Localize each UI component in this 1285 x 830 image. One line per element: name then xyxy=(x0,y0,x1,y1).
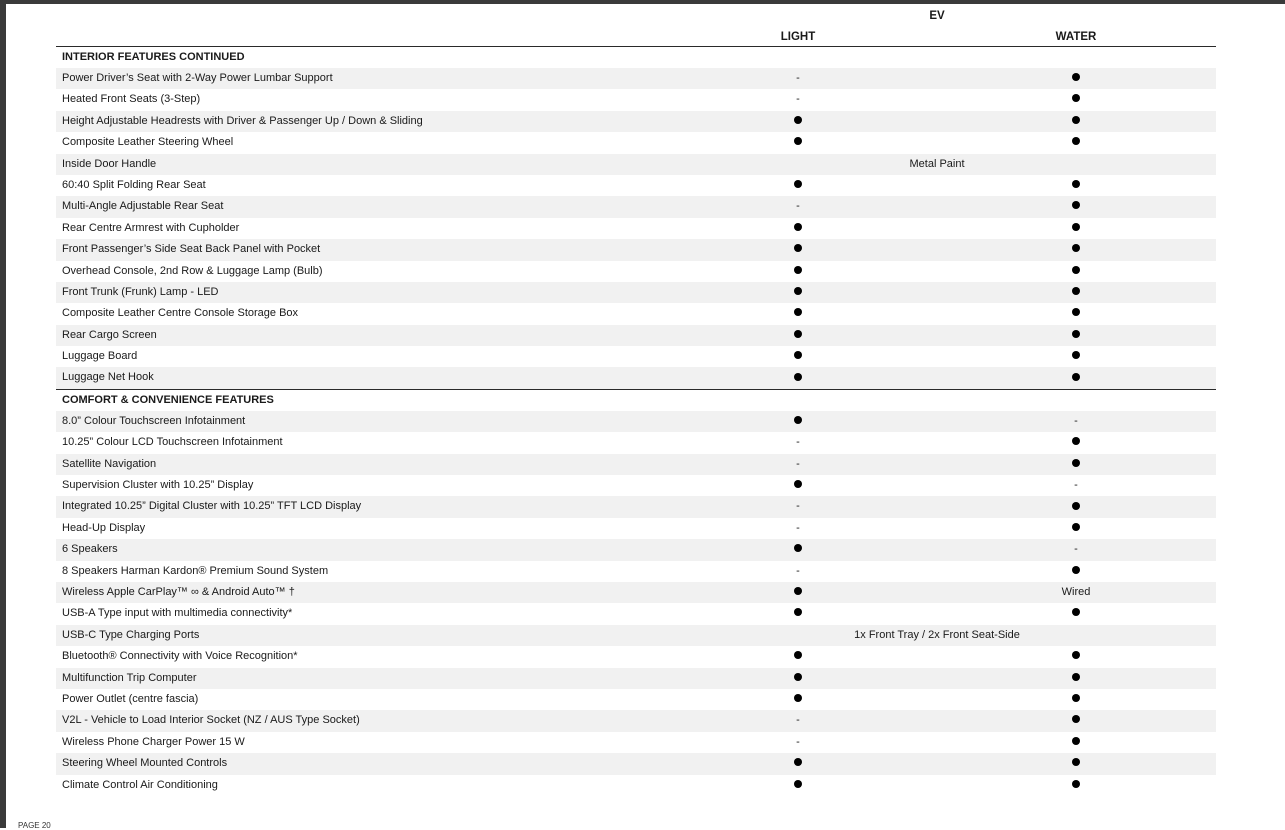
included-dot-icon xyxy=(794,330,802,338)
feature-label: Head-Up Display xyxy=(62,521,146,534)
feature-label: Rear Cargo Screen xyxy=(62,328,157,341)
light-value-cell xyxy=(738,650,858,662)
water-value-cell xyxy=(1016,350,1136,362)
not-available-dash: - xyxy=(796,714,800,727)
section-header xyxy=(56,47,1216,68)
water-value-cell xyxy=(1016,222,1136,234)
water-value-cell xyxy=(1016,329,1136,341)
not-available-dash: - xyxy=(796,93,800,106)
included-dot-icon xyxy=(1072,502,1080,510)
included-dot-icon xyxy=(1072,223,1080,231)
section-title: INTERIOR FEATURES CONTINUED xyxy=(62,51,245,63)
included-dot-icon xyxy=(794,373,802,381)
included-dot-icon xyxy=(794,116,802,124)
not-available-dash: - xyxy=(796,436,800,449)
table-header xyxy=(56,0,1216,47)
table-row xyxy=(56,218,1216,239)
table-row xyxy=(56,68,1216,89)
feature-label: Climate Control Air Conditioning xyxy=(62,778,218,791)
light-value-cell xyxy=(738,714,858,726)
light-value-cell xyxy=(738,72,858,84)
feature-label: 8.0” Colour Touchscreen Infotainment xyxy=(62,414,246,427)
viewer-left-border xyxy=(0,0,6,828)
water-value-cell xyxy=(1016,286,1136,298)
water-value-cell xyxy=(1016,93,1136,105)
feature-label: Integrated 10.25” Digital Cluster with 10.25” TFT LCD Display xyxy=(62,500,362,513)
table-body xyxy=(56,47,1216,796)
included-dot-icon xyxy=(1072,694,1080,702)
included-dot-icon xyxy=(1072,180,1080,188)
cell-text: Wired xyxy=(1061,585,1091,598)
table-row xyxy=(56,475,1216,496)
not-available-dash: - xyxy=(796,72,800,84)
included-dot-icon xyxy=(1072,651,1080,659)
light-value-cell xyxy=(738,243,858,255)
water-value-cell xyxy=(1016,736,1136,748)
included-dot-icon xyxy=(794,223,802,231)
table-row xyxy=(56,625,1216,646)
not-available-dash: - xyxy=(796,200,800,213)
feature-label: USB-A Type input with multimedia connectivity* xyxy=(62,607,293,620)
light-value-cell xyxy=(738,307,858,319)
not-available-dash: - xyxy=(796,457,800,470)
ev-group-label: EV xyxy=(929,10,945,22)
included-dot-icon xyxy=(794,137,802,145)
spanning-value-cell xyxy=(798,629,1076,641)
included-dot-icon xyxy=(1072,137,1080,145)
table-row xyxy=(56,518,1216,539)
included-dot-icon xyxy=(794,266,802,274)
water-value-cell xyxy=(1016,607,1136,619)
included-dot-icon xyxy=(794,544,802,552)
light-value-cell xyxy=(738,179,858,191)
table-row xyxy=(56,303,1216,324)
table-row xyxy=(56,710,1216,731)
table-row xyxy=(56,367,1216,388)
feature-label: Heated Front Seats (3-Step) xyxy=(62,93,201,106)
included-dot-icon xyxy=(794,416,802,424)
light-value-cell xyxy=(738,458,858,470)
light-value-cell xyxy=(738,436,858,448)
feature-label: Composite Leather Steering Wheel xyxy=(62,136,234,149)
water-value-cell xyxy=(1016,586,1136,598)
included-dot-icon xyxy=(1072,244,1080,252)
included-dot-icon xyxy=(794,673,802,681)
included-dot-icon xyxy=(794,308,802,316)
water-value-cell xyxy=(1016,779,1136,791)
light-value-cell xyxy=(738,500,858,512)
included-dot-icon xyxy=(794,694,802,702)
water-value-cell xyxy=(1016,479,1136,491)
water-value-cell xyxy=(1016,458,1136,470)
included-dot-icon xyxy=(794,351,802,359)
feature-label: Composite Leather Centre Console Storage Box xyxy=(62,307,299,320)
included-dot-icon xyxy=(1072,73,1080,81)
included-dot-icon xyxy=(794,244,802,252)
light-value-cell xyxy=(738,415,858,427)
feature-label: Power Outlet (centre fascia) xyxy=(62,692,199,705)
water-value-cell xyxy=(1016,243,1136,255)
not-available-dash: - xyxy=(796,564,800,577)
water-value-cell xyxy=(1016,522,1136,534)
light-value-cell xyxy=(738,265,858,277)
light-value-cell xyxy=(738,607,858,619)
table-row xyxy=(56,432,1216,453)
table-row xyxy=(56,111,1216,132)
feature-label: Rear Centre Armrest with Cupholder xyxy=(62,221,240,234)
table-row xyxy=(56,668,1216,689)
table-row xyxy=(56,411,1216,432)
water-value-cell xyxy=(1016,650,1136,662)
light-value-cell xyxy=(738,136,858,148)
feature-label: Overhead Console, 2nd Row & Luggage Lamp (Bulb) xyxy=(62,264,323,277)
table-row xyxy=(56,753,1216,774)
cell-text: Metal Paint xyxy=(909,157,965,170)
feature-label: 10.25” Colour LCD Touchscreen Infotainment xyxy=(62,436,283,449)
column-header-water: WATER xyxy=(1055,31,1097,43)
water-value-cell xyxy=(1016,693,1136,705)
included-dot-icon xyxy=(1072,758,1080,766)
included-dot-icon xyxy=(1072,437,1080,445)
included-dot-icon xyxy=(1072,780,1080,788)
included-dot-icon xyxy=(794,780,802,788)
water-value-cell xyxy=(1016,415,1136,427)
included-dot-icon xyxy=(794,480,802,488)
section-title: COMFORT & CONVENIENCE FEATURES xyxy=(62,393,274,406)
table-row xyxy=(56,196,1216,217)
column-group-header xyxy=(56,0,1216,26)
light-value-cell xyxy=(738,693,858,705)
feature-label: 60:40 Split Folding Rear Seat xyxy=(62,178,206,191)
water-value-cell xyxy=(1016,179,1136,191)
light-value-cell xyxy=(738,93,858,105)
light-value-cell xyxy=(738,329,858,341)
water-value-cell xyxy=(1016,757,1136,769)
table-row xyxy=(56,454,1216,475)
included-dot-icon xyxy=(1072,673,1080,681)
feature-label: 6 Speakers xyxy=(62,543,118,556)
included-dot-icon xyxy=(1072,715,1080,723)
included-dot-icon xyxy=(794,180,802,188)
light-value-cell xyxy=(738,736,858,748)
feature-label: Satellite Navigation xyxy=(62,457,157,470)
feature-label: Luggage Board xyxy=(62,350,138,363)
feature-label: Power Driver’s Seat with 2-Way Power Lumbar Support xyxy=(62,72,333,84)
included-dot-icon xyxy=(1072,523,1080,531)
feature-label: Multifunction Trip Computer xyxy=(62,671,197,684)
light-value-cell xyxy=(738,522,858,534)
feature-label: Front Passenger’s Side Seat Back Panel with Pocket xyxy=(62,243,321,256)
feature-label: 8 Speakers Harman Kardon® Premium Sound System xyxy=(62,564,329,577)
water-value-cell xyxy=(1016,72,1136,84)
table-row xyxy=(56,89,1216,110)
table-row xyxy=(56,582,1216,603)
included-dot-icon xyxy=(1072,287,1080,295)
feature-label: V2L - Vehicle to Load Interior Socket (NZ / AUS Type Socket) xyxy=(62,714,360,727)
feature-label: Inside Door Handle xyxy=(62,157,157,170)
feature-label: Height Adjustable Headrests with Driver & Passenger Up / Down & Sliding xyxy=(62,114,423,127)
included-dot-icon xyxy=(794,608,802,616)
cell-text: 1x Front Tray / 2x Front Seat-Side xyxy=(854,628,1020,641)
feature-label: Front Trunk (Frunk) Lamp - LED xyxy=(62,285,219,298)
light-value-cell xyxy=(738,115,858,127)
included-dot-icon xyxy=(1072,266,1080,274)
water-value-cell xyxy=(1016,500,1136,512)
table-row xyxy=(56,646,1216,667)
not-available-dash: - xyxy=(796,521,800,534)
table-row xyxy=(56,261,1216,282)
feature-label: Steering Wheel Mounted Controls xyxy=(62,757,228,770)
table-row xyxy=(56,282,1216,303)
spanning-value-cell xyxy=(798,158,1076,170)
water-value-cell xyxy=(1016,371,1136,383)
column-header-light: LIGHT xyxy=(780,31,816,43)
table-row xyxy=(56,325,1216,346)
table-row xyxy=(56,689,1216,710)
table-row xyxy=(56,775,1216,796)
water-value-cell xyxy=(1016,565,1136,577)
included-dot-icon xyxy=(1072,737,1080,745)
light-value-cell xyxy=(738,672,858,684)
not-available-dash: - xyxy=(1074,479,1078,492)
included-dot-icon xyxy=(1072,116,1080,124)
water-value-cell xyxy=(1016,436,1136,448)
light-value-cell xyxy=(738,200,858,212)
table-row xyxy=(56,132,1216,153)
included-dot-icon xyxy=(1072,308,1080,316)
water-value-cell xyxy=(1016,307,1136,319)
feature-label: Supervision Cluster with 10.25” Display xyxy=(62,479,254,492)
water-value-cell xyxy=(1016,672,1136,684)
light-value-cell xyxy=(738,479,858,491)
included-dot-icon xyxy=(1072,373,1080,381)
light-value-cell xyxy=(738,543,858,555)
included-dot-icon xyxy=(1072,94,1080,102)
feature-label: Bluetooth® Connectivity with Voice Recognition* xyxy=(62,650,298,663)
light-value-cell xyxy=(738,222,858,234)
not-available-dash: - xyxy=(796,500,800,513)
included-dot-icon xyxy=(1072,459,1080,467)
page-number: PAGE 20 xyxy=(18,821,51,830)
included-dot-icon xyxy=(794,758,802,766)
water-value-cell xyxy=(1016,714,1136,726)
included-dot-icon xyxy=(794,651,802,659)
light-value-cell xyxy=(738,371,858,383)
water-value-cell xyxy=(1016,200,1136,212)
light-value-cell xyxy=(738,779,858,791)
included-dot-icon xyxy=(1072,330,1080,338)
light-value-cell xyxy=(738,586,858,598)
feature-label: Wireless Phone Charger Power 15 W xyxy=(62,735,245,748)
included-dot-icon xyxy=(1072,351,1080,359)
water-value-cell xyxy=(1016,543,1136,555)
table-row xyxy=(56,561,1216,582)
water-value-cell xyxy=(1016,115,1136,127)
table-row xyxy=(56,346,1216,367)
not-available-dash: - xyxy=(1074,414,1078,427)
light-value-cell xyxy=(738,350,858,362)
table-row xyxy=(56,154,1216,175)
table-row xyxy=(56,732,1216,753)
feature-label: Multi-Angle Adjustable Rear Seat xyxy=(62,200,224,213)
light-value-cell xyxy=(738,565,858,577)
feature-label: Luggage Net Hook xyxy=(62,371,154,384)
section-header xyxy=(56,389,1216,411)
feature-label: USB-C Type Charging Ports xyxy=(62,628,200,641)
included-dot-icon xyxy=(1072,608,1080,616)
table-row xyxy=(56,539,1216,560)
table-row xyxy=(56,603,1216,624)
water-value-cell xyxy=(1016,136,1136,148)
table-row xyxy=(56,175,1216,196)
feature-label: Wireless Apple CarPlay™ ∞ & Android Auto™ † xyxy=(62,585,295,598)
table-row xyxy=(56,239,1216,260)
spec-table xyxy=(56,0,1216,796)
included-dot-icon xyxy=(1072,201,1080,209)
included-dot-icon xyxy=(1072,566,1080,574)
included-dot-icon xyxy=(794,287,802,295)
not-available-dash: - xyxy=(796,735,800,748)
water-value-cell xyxy=(1016,265,1136,277)
table-row xyxy=(56,496,1216,517)
light-value-cell xyxy=(738,286,858,298)
included-dot-icon xyxy=(794,587,802,595)
not-available-dash: - xyxy=(1074,543,1078,556)
light-value-cell xyxy=(738,757,858,769)
